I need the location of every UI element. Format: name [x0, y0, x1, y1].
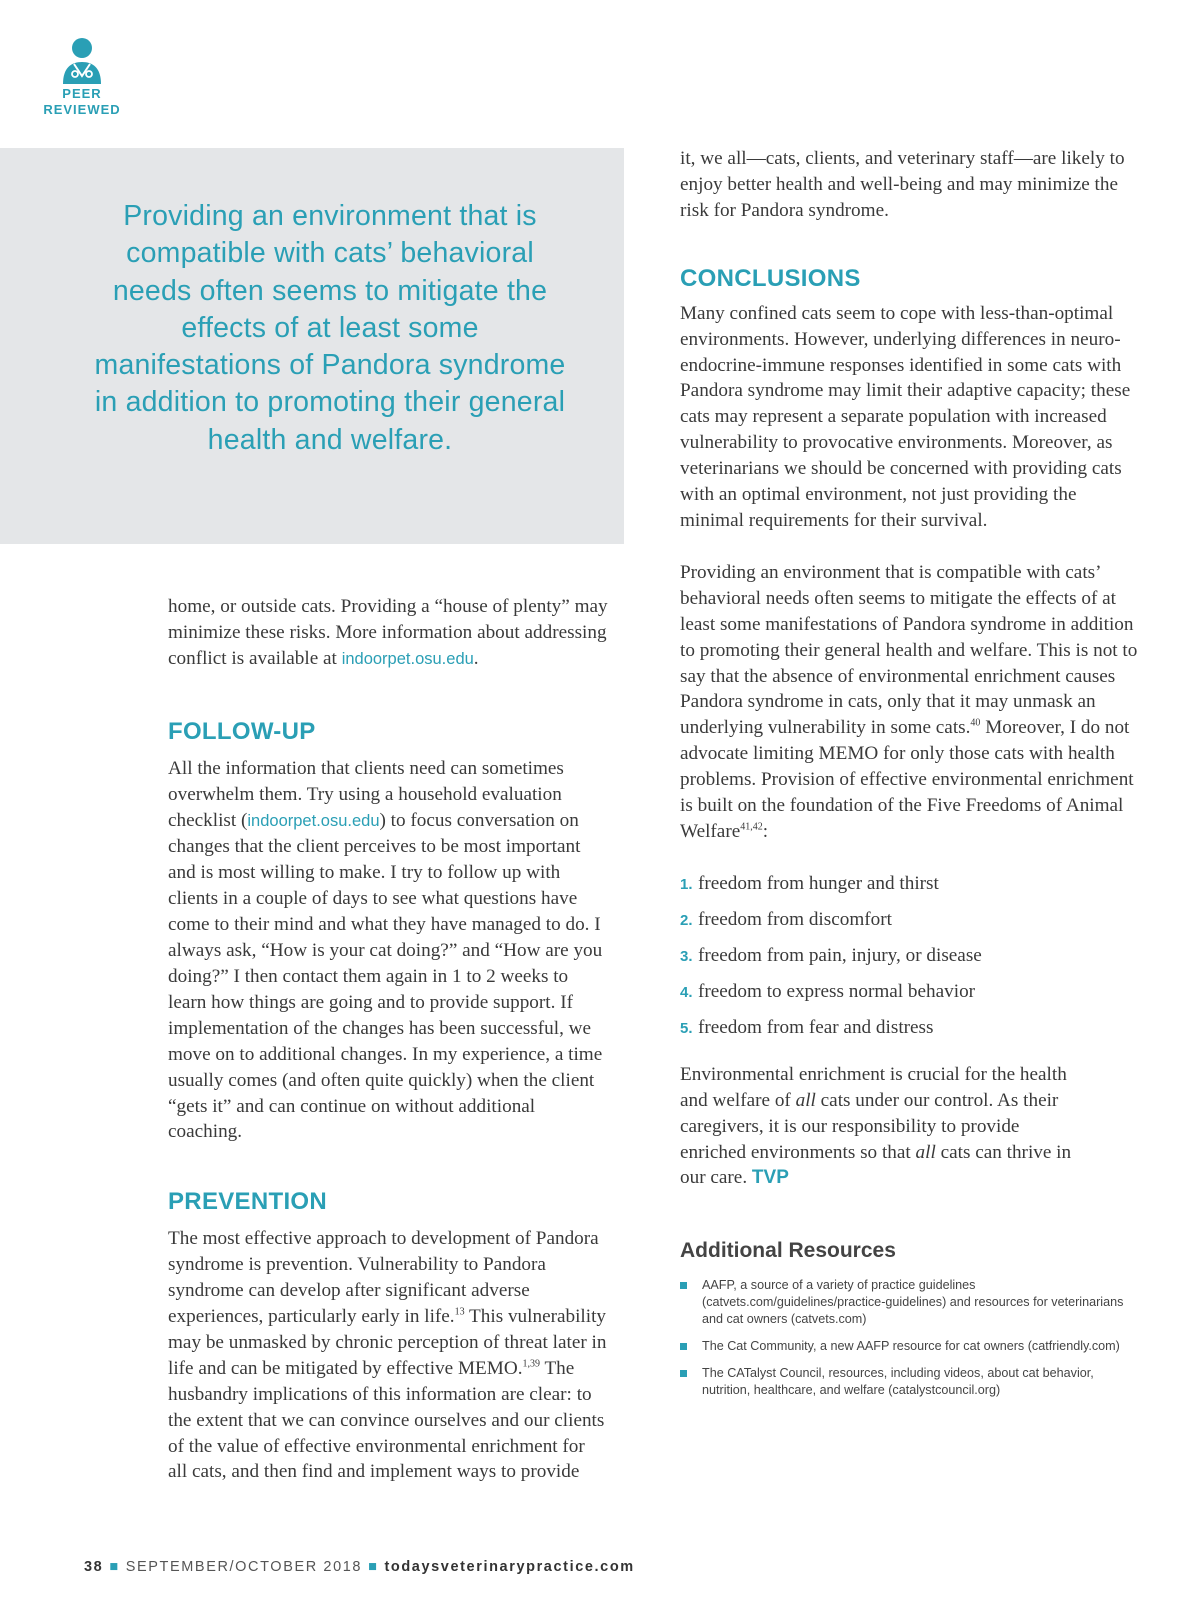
indoorpet-link[interactable]: indoorpet.osu.edu [341, 649, 474, 668]
veterinarian-icon [59, 34, 105, 86]
followup-paragraph: All the information that clients need can sometimes overwhelm them. Try using a household evaluation checklist (indoorpet.osu.edu) to focus conversation on changes that the client perceives to be most important and is most willing to make. I try to follow up with clients in a couple of days to see what questions have come to their mind and what they have managed to do. I always ask, “How is your cat doing?” and “How are you doing?” I then contact them again in 1 to 2 weeks to learn how things are going and to provide support. If implementation of the changes has been successful, we move on to additional changes. In my experience, a time usually comes (and often quite quickly) when the client “gets it” and can continue on without additional coaching. [168, 757, 603, 1143]
conclusions-paragraph-1: Many confined cats seem to cope with less-than-optimal environments. However, underlying differences in neuro-endocrine-immune responses identified in some cats with Pandora syndrome may limit their adaptive capacity; these cats may represent a separate population with increased vulnerability to provocative environments. Moreover, as veterinarians we should be concerned with providing cats with an optimal environment, not just providing the minimal requirements for their survival. [680, 302, 1131, 531]
bullet-square-icon [680, 1282, 687, 1289]
resources-list [680, 1277, 1140, 1399]
citation-40: 40 [970, 717, 981, 729]
additional-resources-heading: Additional Resources [680, 1239, 896, 1263]
bullet-square-icon [680, 1343, 687, 1350]
resource-item: The CATalyst Council, resources, including videos, about cat behavior, nutrition, healthcare, and welfare (catalystcouncil.org) [680, 1365, 1140, 1399]
bullet-square-icon [680, 1370, 687, 1377]
issue-date: SEPTEMBER/OCTOBER 2018 [125, 1559, 363, 1575]
badge-line-1: PEER [62, 86, 102, 101]
peer-reviewed-badge [32, 34, 132, 118]
citation-41-42: 41,42 [740, 821, 763, 833]
right-column [680, 146, 1140, 1409]
page-number: 38 [84, 1559, 104, 1575]
left-column [168, 594, 608, 1485]
followup-heading: FOLLOW-UP [168, 717, 316, 745]
list-item: 5. freedom from fear and distress [680, 1016, 934, 1038]
list-item: 3. freedom from pain, injury, or disease [680, 944, 982, 966]
pull-quote: Providing an environment that is compatible with cats’ behavioral needs often seems to mitigate the effects of at least some manifestations of Pandora syndrome in addition to promoting their general health and welfare. [94, 200, 566, 456]
conclusions-paragraph-2: Providing an environment that is compatible with cats’ behavioral needs often seems to mitigate the effects of at least some manifestations of Pandora syndrome in addition to promoting their general health and welfare. This is not to say that the absence of environmental enrichment causes Pandora syndrome in cats, only that it may unmask an underlying vulnerability in some cats.$^{40}$ Moreover, I do not advocate limiting MEMO for only those cats with health problems. Provision of effective environmental enrichment is built on the foundation of the Five Freedoms of Animal Welfare$^{41,42}$: [680, 561, 1138, 842]
list-item: 4. freedom to express normal behavior [680, 980, 976, 1002]
badge-line-2: REVIEWED [43, 102, 121, 117]
list-item: 2. freedom from discomfort [680, 908, 892, 930]
tvp-end-mark: TVP [751, 1167, 789, 1189]
page-footer [84, 1559, 635, 1575]
conclusions-heading: CONCLUSIONS [680, 264, 861, 292]
continuation-paragraph: it, we all—cats, clients, and veterinary staff—are likely to enjoy better health and well-being and may minimize the risk for Pandora syndrome. [680, 148, 1125, 221]
separator-icon: ■ [109, 1559, 120, 1575]
separator-icon: ■ [368, 1559, 379, 1575]
citation-13: 13 [454, 1306, 465, 1318]
website-link[interactable]: todaysveterinarypractice.com [384, 1559, 635, 1575]
citation-1-39: 1,39 [522, 1358, 540, 1370]
pull-quote-box [0, 148, 624, 544]
resource-item: The Cat Community, a new AAFP resource for cat owners (catfriendly.com) [680, 1338, 1140, 1355]
closing-paragraph: Environmental enrichment is crucial for the health and welfare of all cats under our control. As their caregivers, it is our responsibility to provide enriched environments so that all cats can thrive in our care. TVP [680, 1063, 1072, 1189]
list-item: 1. freedom from hunger and thirst [680, 872, 939, 894]
indoorpet-checklist-link[interactable]: indoorpet.osu.edu [247, 811, 380, 830]
five-freedoms-list [680, 871, 1140, 1042]
prevention-heading: PREVENTION [168, 1188, 328, 1216]
intro-paragraph: home, or outside cats. Providing a “house of plenty” may minimize these risks. More information about addressing conflict is available at indoorpet.osu.edu. [168, 596, 608, 669]
resource-item: AAFP, a source of a variety of practice guidelines (catvets.com/guidelines/practice-guidelines) and resources for veterinarians and cat owners (catvets.com) [680, 1277, 1140, 1328]
prevention-paragraph: The most effective approach to development of Pandora syndrome is prevention. Vulnerability to Pandora syndrome can develop after significant adverse experiences, particularly early in life.$^{13}$ This vulnerability may be unmasked by chronic perception of threat later in life and can be mitigated by effective MEMO.$^{1,39}$ The husbandry implications of this information are clear: to the extent that we can convince ourselves and our clients of the value of effective environmental enrichment for all cats, and then find and implement ways to provide [168, 1228, 607, 1483]
